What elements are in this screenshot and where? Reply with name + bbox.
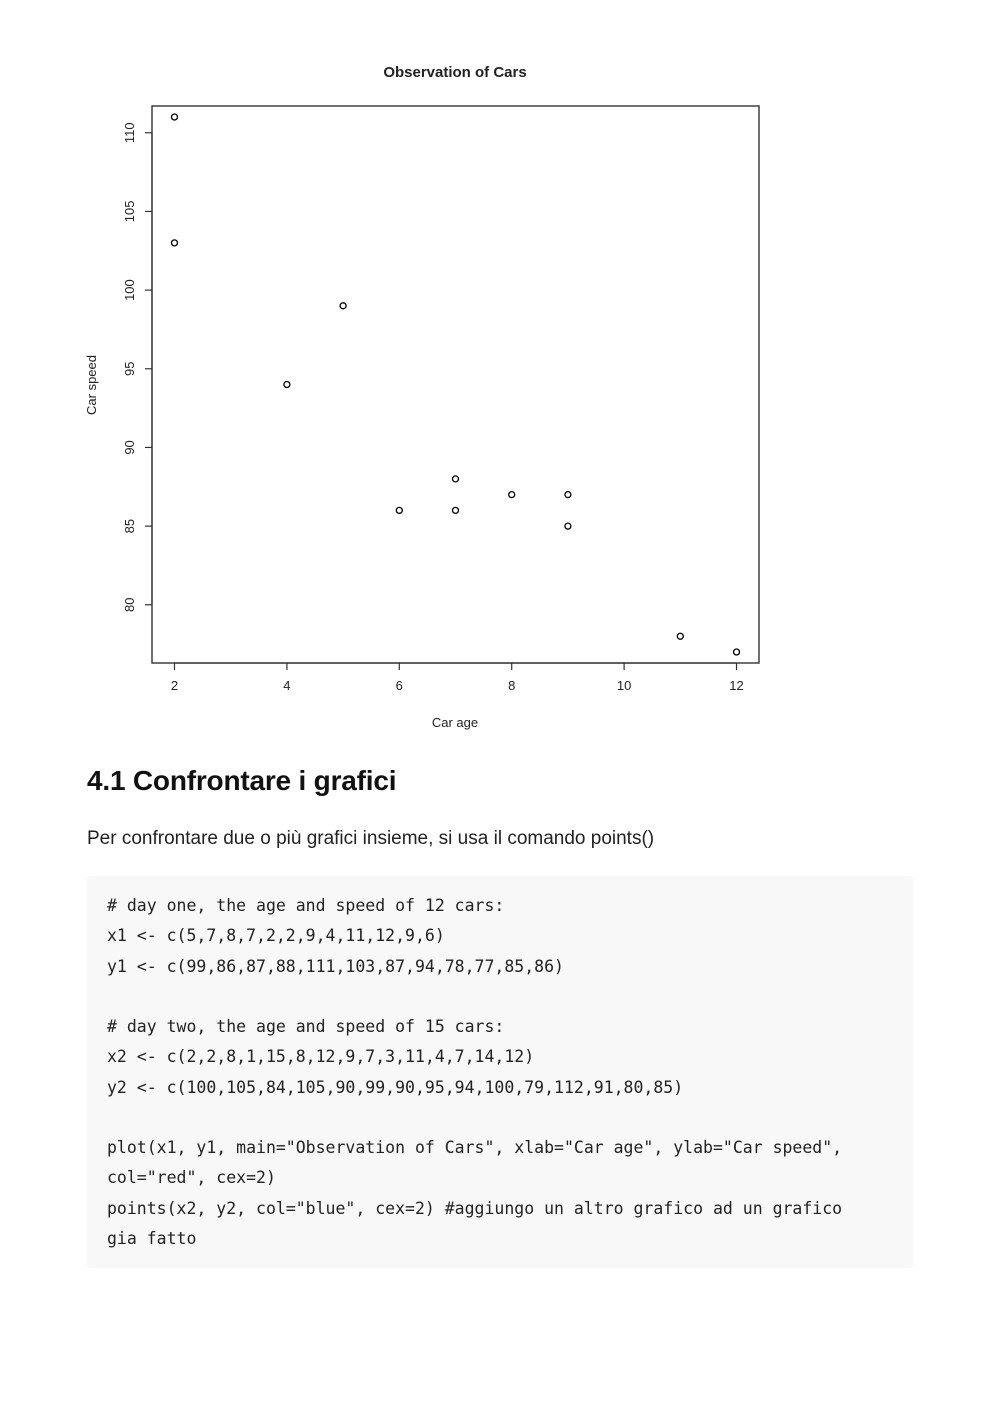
y-tick-label: 90 bbox=[122, 440, 137, 455]
code-line: y1 <- c(99,86,87,88,111,103,87,94,78,77,85,86) bbox=[107, 956, 564, 976]
section-heading: 4.1 Confrontare i grafici bbox=[87, 765, 397, 796]
code-block bbox=[87, 876, 913, 1268]
y-tick-label: 105 bbox=[122, 200, 137, 223]
data-point bbox=[340, 303, 346, 309]
y-tick-label: 100 bbox=[122, 279, 137, 301]
x-tick-label: 4 bbox=[283, 678, 291, 693]
code-line: y2 <- c(100,105,84,105,90,99,90,95,94,100,79,112,91,80,85) bbox=[107, 1077, 684, 1097]
chart-title: Observation of Cars bbox=[383, 64, 527, 81]
x-tick-label: 6 bbox=[395, 678, 403, 693]
data-points bbox=[171, 114, 739, 655]
y-tick-label: 85 bbox=[122, 518, 137, 534]
data-point bbox=[284, 382, 290, 388]
data-point bbox=[565, 523, 571, 529]
scatter-chart bbox=[80, 55, 780, 745]
x-axis-label: Car age bbox=[431, 715, 479, 730]
code-line bbox=[107, 1103, 893, 1133]
intro-paragraph: Per confrontare due o più grafici insieme, si usa il comando points() bbox=[87, 828, 655, 849]
code-line: x1 <- c(5,7,8,7,2,2,9,4,11,12,9,6) bbox=[107, 926, 445, 946]
data-point bbox=[453, 507, 459, 513]
code-line: plot(x1, y1, main="Observation of Cars", xlab="Car age", ylab="Car speed", bbox=[107, 1138, 843, 1157]
x-axis bbox=[171, 663, 744, 693]
plot-frame bbox=[152, 106, 759, 663]
data-point bbox=[396, 507, 402, 513]
code-line: gia fatto bbox=[107, 1228, 197, 1248]
data-point bbox=[509, 492, 515, 498]
y-tick-label: 110 bbox=[122, 122, 137, 144]
data-point bbox=[453, 476, 459, 482]
data-point bbox=[565, 492, 571, 498]
data-point bbox=[734, 649, 740, 655]
code-line: # day one, the age and speed of 12 cars: bbox=[107, 896, 505, 915]
x-tick-label: 2 bbox=[170, 678, 179, 693]
y-axis bbox=[122, 122, 152, 612]
data-point bbox=[677, 633, 683, 639]
x-tick-label: 12 bbox=[729, 678, 744, 693]
code-line: # day two, the age and speed of 15 cars: bbox=[107, 1017, 505, 1036]
y-axis-label: Car speed bbox=[84, 355, 99, 415]
code-line bbox=[107, 982, 893, 1012]
y-tick-label: 95 bbox=[122, 361, 137, 376]
data-point bbox=[171, 114, 177, 120]
x-tick-label: 10 bbox=[616, 678, 632, 693]
code-line: x2 <- c(2,2,8,1,15,8,12,9,7,3,11,4,7,14,12) bbox=[107, 1047, 535, 1067]
y-tick-label: 80 bbox=[122, 597, 137, 613]
code-line: col="red", cex=2) bbox=[107, 1168, 276, 1188]
data-point bbox=[171, 240, 177, 246]
x-tick-label: 8 bbox=[508, 678, 516, 693]
code-line: points(x2, y2, col="blue", cex=2) #aggiungo un altro grafico ad un grafico bbox=[107, 1198, 843, 1218]
